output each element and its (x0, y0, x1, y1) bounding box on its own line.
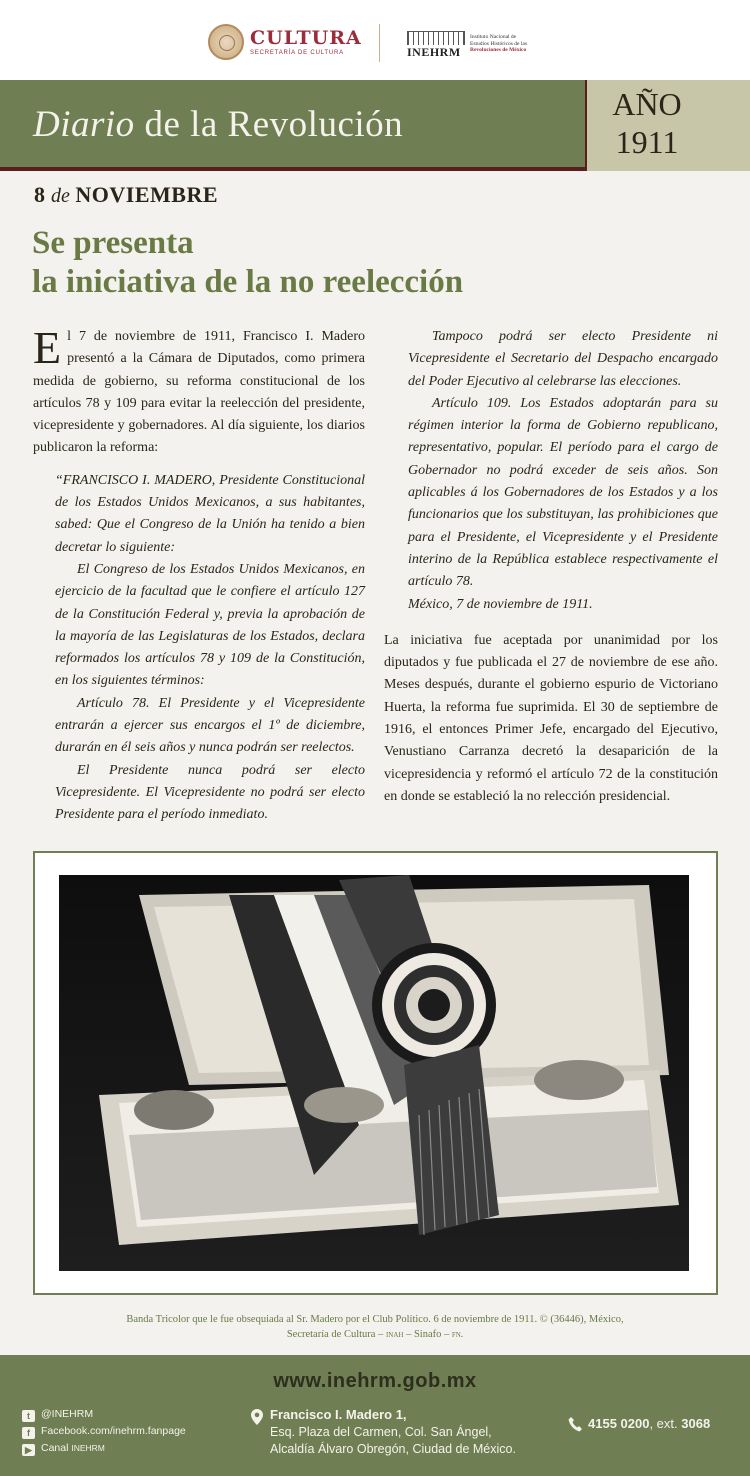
article-date (34, 182, 218, 208)
closing-paragraph: La iniciativa fue aceptada por unanimidad por los diputados y fue publicada el 27 de noviembre de ese año. Meses después, durante el gobierno espurio de Victoriano Huerta, la reforma fue suprimida. El 30 de septiembre de 1916, el entonces Primer Jefe, encargado del Ejecutivo, Venustiano Carranza decretó la desaparición de la vicepresidencia y reformó el artículo 72 de la constitución en donde se estableció la no relección presidencial. (384, 632, 718, 804)
decree-quote (33, 470, 365, 827)
year-number: 1911 (615, 124, 679, 160)
twitter-icon: t (22, 1410, 35, 1422)
address-line-3: Alcaldía Álvaro Obregón, Ciudad de México. (270, 1442, 516, 1456)
quote-p1: “FRANCISCO I. MADERO, Presidente Constitucional de los Estados Unidos Mexicanos, a sus habitantes, sabed: Que el Congreso de la Unión ha tenido a bien decretar lo siguiente: (55, 472, 365, 555)
caption-line-2: Secretaría de Cultura – inah – Sinafo – fn. (286, 1329, 464, 1340)
facebook-link[interactable]: f Facebook.com/inehrm.fanpage (22, 1425, 186, 1439)
cultura-logo-text: CULTURA (250, 27, 362, 49)
intro-paragraph: El 7 de noviembre de 1911, Francisco I. Madero presentó a la Cámara de Diputados, como primera medida de gobierno, su reforma constitucional de los artículos 78 y 109 para evitar la reelección del presidente, vicepresidente y gobernadores. Al día siguiente, los diarios publicaron la reforma: (33, 322, 365, 456)
inehrm-building-icon (407, 31, 465, 45)
address-name: Francisco I. Madero 1, (270, 1407, 407, 1422)
year-label: AÑO (612, 86, 682, 122)
website-link[interactable]: www.inehrm.gob.mx (273, 1370, 477, 1392)
quote-p4: El Presidente nunca podrá ser electo Vicepresidente. El Vicepresidente no podrá ser electo Presidente para el período inmediato. (55, 762, 365, 823)
youtube-icon: ▶ (22, 1444, 35, 1456)
decree-quote-continued (384, 326, 718, 616)
phone-icon (568, 1416, 582, 1432)
quote-p5: Tampoco podrá ser electo Presidente ni Vicepresidente el Secretario del Despacho encargado del Poder Ejecutivo al celebrarse las elecciones. (408, 329, 718, 389)
cultura-subtitle: SECRETARÍA DE CULTURA (250, 50, 344, 56)
header-divider (379, 24, 380, 62)
headline-line-2: la iniciativa de la no reelección (32, 264, 464, 300)
inehrm-full-name (470, 34, 550, 54)
inehrm-logo-text: INEHRM (407, 45, 461, 59)
headline-line-1: Se presenta (32, 225, 194, 261)
article-headline (32, 224, 463, 302)
right-column (384, 326, 718, 808)
publication-title (33, 103, 403, 146)
date-month: NOVIEMBRE (75, 182, 219, 207)
photo-illustration (59, 875, 689, 1271)
location-pin-icon (251, 1409, 263, 1425)
quote-p2: El Congreso de los Estados Unidos Mexicanos, en ejercicio de la facultad que le confiere el artículo 127 de la Constitución Federal y, previa la aprobación de la mayoría de las Legislaturas de los Estados, declara reformados los artículos 78 y 109 de la Constitución, en los siguientes términos: (55, 561, 365, 689)
address-line-2: Esq. Plaza del Carmen, Col. San Ángel, (270, 1425, 492, 1439)
inehrm-line-1: Instituto Nacional de (470, 34, 517, 40)
drop-cap: E (33, 322, 62, 373)
quote-signature-date: México, 7 de noviembre de 1911. (408, 596, 593, 612)
top-header (0, 0, 750, 80)
facebook-icon: f (22, 1427, 35, 1439)
left-column (33, 322, 365, 827)
quote-p6: Artículo 109. Los Estados adoptarán para su régimen interior la forma de Gobierno republicano, representativo, popular. El período para el cargo de Gobernador no podrá exceder de seis años. Son aplicables á los Gobernadores de los Estados y a los funcionarios que los substituyan, las prohibiciones que para el Presidente, el Vicepresidente y el Presidente interino de la República establece respectivamente el artículo 78. (408, 395, 718, 590)
title-rest: de la Revolución (144, 104, 404, 145)
youtube-link[interactable]: ▶ Canal INEHRM (22, 1442, 105, 1456)
twitter-link[interactable]: t @INEHRM (22, 1408, 93, 1422)
tricolor-sash-photo (59, 875, 689, 1271)
phone-number[interactable]: 4155 0200, ext. 3068 (588, 1416, 711, 1431)
inehrm-line-3: Revoluciones de México (470, 47, 527, 53)
inehrm-line-2: Estudios Históricos de las (470, 40, 527, 47)
national-seal-icon (208, 24, 244, 60)
caption-line-1: Banda Tricolor que le fue obsequiada al Sr. Madero por el Club Político. 6 de noviembre de 1911. © (36446), México, (126, 1314, 624, 1325)
title-italic: Diario (33, 104, 135, 145)
date-de: de (51, 185, 70, 207)
quote-p3: Artículo 78. El Presidente y el Vicepresidente entrarán a ejercer sus encargos el 1º de diciembre, durarán en él seis años y nunca podrán ser reelectos. (55, 695, 365, 756)
date-day: 8 (34, 182, 46, 207)
photo-caption (70, 1312, 680, 1343)
